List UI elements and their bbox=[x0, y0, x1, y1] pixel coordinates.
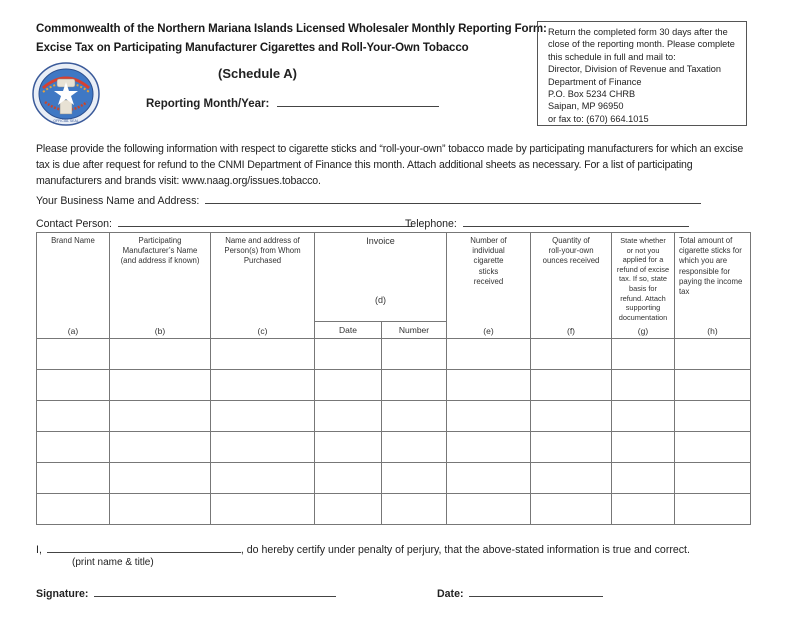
cell-total-sticks[interactable] bbox=[675, 494, 751, 525]
cell-ryo-ounces[interactable] bbox=[531, 494, 612, 525]
cell-manufacturer[interactable] bbox=[110, 494, 211, 525]
cell-manufacturer[interactable] bbox=[110, 339, 211, 370]
return-line: or fax to: (670) 664.1015 bbox=[548, 113, 649, 124]
cell-invoice-number[interactable] bbox=[382, 494, 447, 525]
cell-purchased-from[interactable] bbox=[211, 370, 315, 401]
cell-refund-status[interactable] bbox=[612, 494, 675, 525]
table-row bbox=[37, 432, 751, 463]
cell-manufacturer[interactable] bbox=[110, 370, 211, 401]
business-name-field bbox=[36, 192, 701, 207]
cell-invoice-number[interactable] bbox=[382, 339, 447, 370]
cell-manufacturer[interactable] bbox=[110, 463, 211, 494]
column-header-invoice-number: Number bbox=[382, 322, 447, 339]
telephone-input[interactable] bbox=[463, 215, 689, 227]
cell-purchased-from[interactable] bbox=[211, 401, 315, 432]
cell-invoice-number[interactable] bbox=[382, 401, 447, 432]
instructions-line: manufacturers and brands visit: www.naag.org/issues.tobacco. bbox=[36, 175, 321, 187]
cell-total-sticks[interactable] bbox=[675, 370, 751, 401]
cell-purchased-from[interactable] bbox=[211, 463, 315, 494]
column-header-manufacturer: Participating Manufacturer’s Name (and address if known) (b) bbox=[110, 233, 211, 339]
instructions-line: tax is due after request for refund to the CNMI Department of Finance this month. Attach additional sheets as necessary. For a list of participating bbox=[36, 159, 693, 171]
cell-invoice-date[interactable] bbox=[315, 401, 382, 432]
table-row bbox=[37, 339, 751, 370]
business-name-label: Your Business Name and Address: bbox=[36, 195, 200, 207]
certification-statement bbox=[36, 541, 690, 556]
cell-invoice-date[interactable] bbox=[315, 339, 382, 370]
cell-total-sticks[interactable] bbox=[675, 339, 751, 370]
cell-brand-name[interactable] bbox=[37, 401, 110, 432]
print-name-input[interactable] bbox=[47, 541, 241, 553]
cell-cigarette-sticks[interactable] bbox=[447, 401, 531, 432]
cell-brand-name[interactable] bbox=[37, 339, 110, 370]
cell-refund-status[interactable] bbox=[612, 339, 675, 370]
date-field bbox=[437, 585, 603, 600]
return-line: this schedule in full and mail to: bbox=[548, 51, 676, 62]
cell-invoice-date[interactable] bbox=[315, 432, 382, 463]
reporting-month-input[interactable] bbox=[277, 95, 439, 107]
cell-cigarette-sticks[interactable] bbox=[447, 494, 531, 525]
signature-field bbox=[36, 585, 336, 600]
telephone-field bbox=[405, 215, 689, 230]
date-input[interactable] bbox=[469, 585, 603, 597]
return-line: Director, Division of Revenue and Taxation bbox=[548, 64, 721, 75]
print-name-hint: (print name & title) bbox=[72, 557, 154, 568]
cell-brand-name[interactable] bbox=[37, 463, 110, 494]
cell-ryo-ounces[interactable] bbox=[531, 401, 612, 432]
reporting-month-label: Reporting Month/Year: bbox=[146, 98, 270, 110]
column-header-invoice-date: Date bbox=[315, 322, 382, 339]
cell-cigarette-sticks[interactable] bbox=[447, 370, 531, 401]
column-header-invoice: Invoice (d) bbox=[315, 233, 447, 322]
return-line: Saipan, MP 96950 bbox=[548, 101, 624, 112]
signature-label: Signature: bbox=[36, 588, 89, 600]
reporting-month-field bbox=[146, 95, 439, 110]
contact-person-input[interactable] bbox=[118, 215, 412, 227]
reporting-table bbox=[36, 232, 751, 525]
instructions-line: Please provide the following information with respect to cigarette sticks and “roll-your-own” tobacco made by participating manufacturers for which an excise bbox=[36, 143, 744, 155]
form-title-line-2: Excise Tax on Participating Manufacturer Cigarettes and Roll-Your-Own Tobacco bbox=[36, 42, 469, 54]
cnmi-seal-icon bbox=[31, 62, 101, 126]
column-header-total-sticks: Total amount of cigarette sticks for which you are responsible for paying the income tax (h) bbox=[675, 233, 751, 339]
table-row bbox=[37, 494, 751, 525]
return-instructions-box bbox=[537, 21, 747, 126]
cell-purchased-from[interactable] bbox=[211, 432, 315, 463]
return-line: Department of Finance bbox=[548, 76, 642, 87]
cell-cigarette-sticks[interactable] bbox=[447, 432, 531, 463]
return-line: Return the completed form 30 days after the bbox=[548, 27, 728, 37]
instructions-paragraph bbox=[36, 141, 776, 189]
cell-purchased-from[interactable] bbox=[211, 339, 315, 370]
date-label: Date: bbox=[437, 588, 464, 600]
cell-total-sticks[interactable] bbox=[675, 463, 751, 494]
column-header-refund-status: State whether or not you applied for a refund of excise tax. If so, state basis for refund. Attach supporting documentation (g) bbox=[612, 233, 675, 339]
cell-invoice-number[interactable] bbox=[382, 463, 447, 494]
cell-refund-status[interactable] bbox=[612, 370, 675, 401]
cell-invoice-date[interactable] bbox=[315, 370, 382, 401]
business-name-input[interactable] bbox=[205, 192, 701, 204]
table-row bbox=[37, 401, 751, 432]
cell-ryo-ounces[interactable] bbox=[531, 432, 612, 463]
contact-person-label: Contact Person: bbox=[36, 218, 112, 230]
cell-invoice-number[interactable] bbox=[382, 432, 447, 463]
svg-text:OFFICIAL SEAL: OFFICIAL SEAL bbox=[53, 119, 79, 123]
telephone-label: Telephone: bbox=[405, 218, 457, 230]
cell-brand-name[interactable] bbox=[37, 370, 110, 401]
column-header-brand-name: Brand Name (a) bbox=[37, 233, 110, 339]
table-row bbox=[37, 370, 751, 401]
cell-ryo-ounces[interactable] bbox=[531, 339, 612, 370]
form-title-line-1: Commonwealth of the Northern Mariana Islands Licensed Wholesaler Monthly Reporting Form: bbox=[36, 23, 547, 35]
return-line: P.O. Box 5234 CHRB bbox=[548, 89, 636, 100]
schedule-label: (Schedule A) bbox=[218, 66, 297, 81]
cell-cigarette-sticks[interactable] bbox=[447, 463, 531, 494]
cell-ryo-ounces[interactable] bbox=[531, 370, 612, 401]
column-header-ryo-ounces: Quantity of roll-your-own ounces received (f) bbox=[531, 233, 612, 339]
certification-text: , do hereby certify under penalty of perjury, that the above-stated information is true and correct. bbox=[240, 544, 690, 556]
cell-manufacturer[interactable] bbox=[110, 401, 211, 432]
return-line: close of the reporting month. Please complete bbox=[548, 39, 735, 50]
cell-ryo-ounces[interactable] bbox=[531, 463, 612, 494]
column-header-purchased-from: Name and address of Person(s) from Whom Purchased (c) bbox=[211, 233, 315, 339]
signature-input[interactable] bbox=[94, 585, 336, 597]
form-title bbox=[36, 20, 547, 58]
column-header-cigarette-sticks: Number of individual cigarette sticks received (e) bbox=[447, 233, 531, 339]
cell-invoice-date[interactable] bbox=[315, 463, 382, 494]
cell-total-sticks[interactable] bbox=[675, 401, 751, 432]
cell-brand-name[interactable] bbox=[37, 494, 110, 525]
cell-purchased-from[interactable] bbox=[211, 494, 315, 525]
cell-manufacturer[interactable] bbox=[110, 432, 211, 463]
table-row bbox=[37, 463, 751, 494]
cell-refund-status[interactable] bbox=[612, 401, 675, 432]
cell-invoice-number[interactable] bbox=[382, 370, 447, 401]
cell-refund-status[interactable] bbox=[612, 432, 675, 463]
cell-refund-status[interactable] bbox=[612, 463, 675, 494]
contact-person-field bbox=[36, 215, 412, 230]
cell-total-sticks[interactable] bbox=[675, 432, 751, 463]
cell-invoice-date[interactable] bbox=[315, 494, 382, 525]
cell-cigarette-sticks[interactable] bbox=[447, 339, 531, 370]
cell-brand-name[interactable] bbox=[37, 432, 110, 463]
certification-prefix: I, bbox=[36, 544, 42, 556]
